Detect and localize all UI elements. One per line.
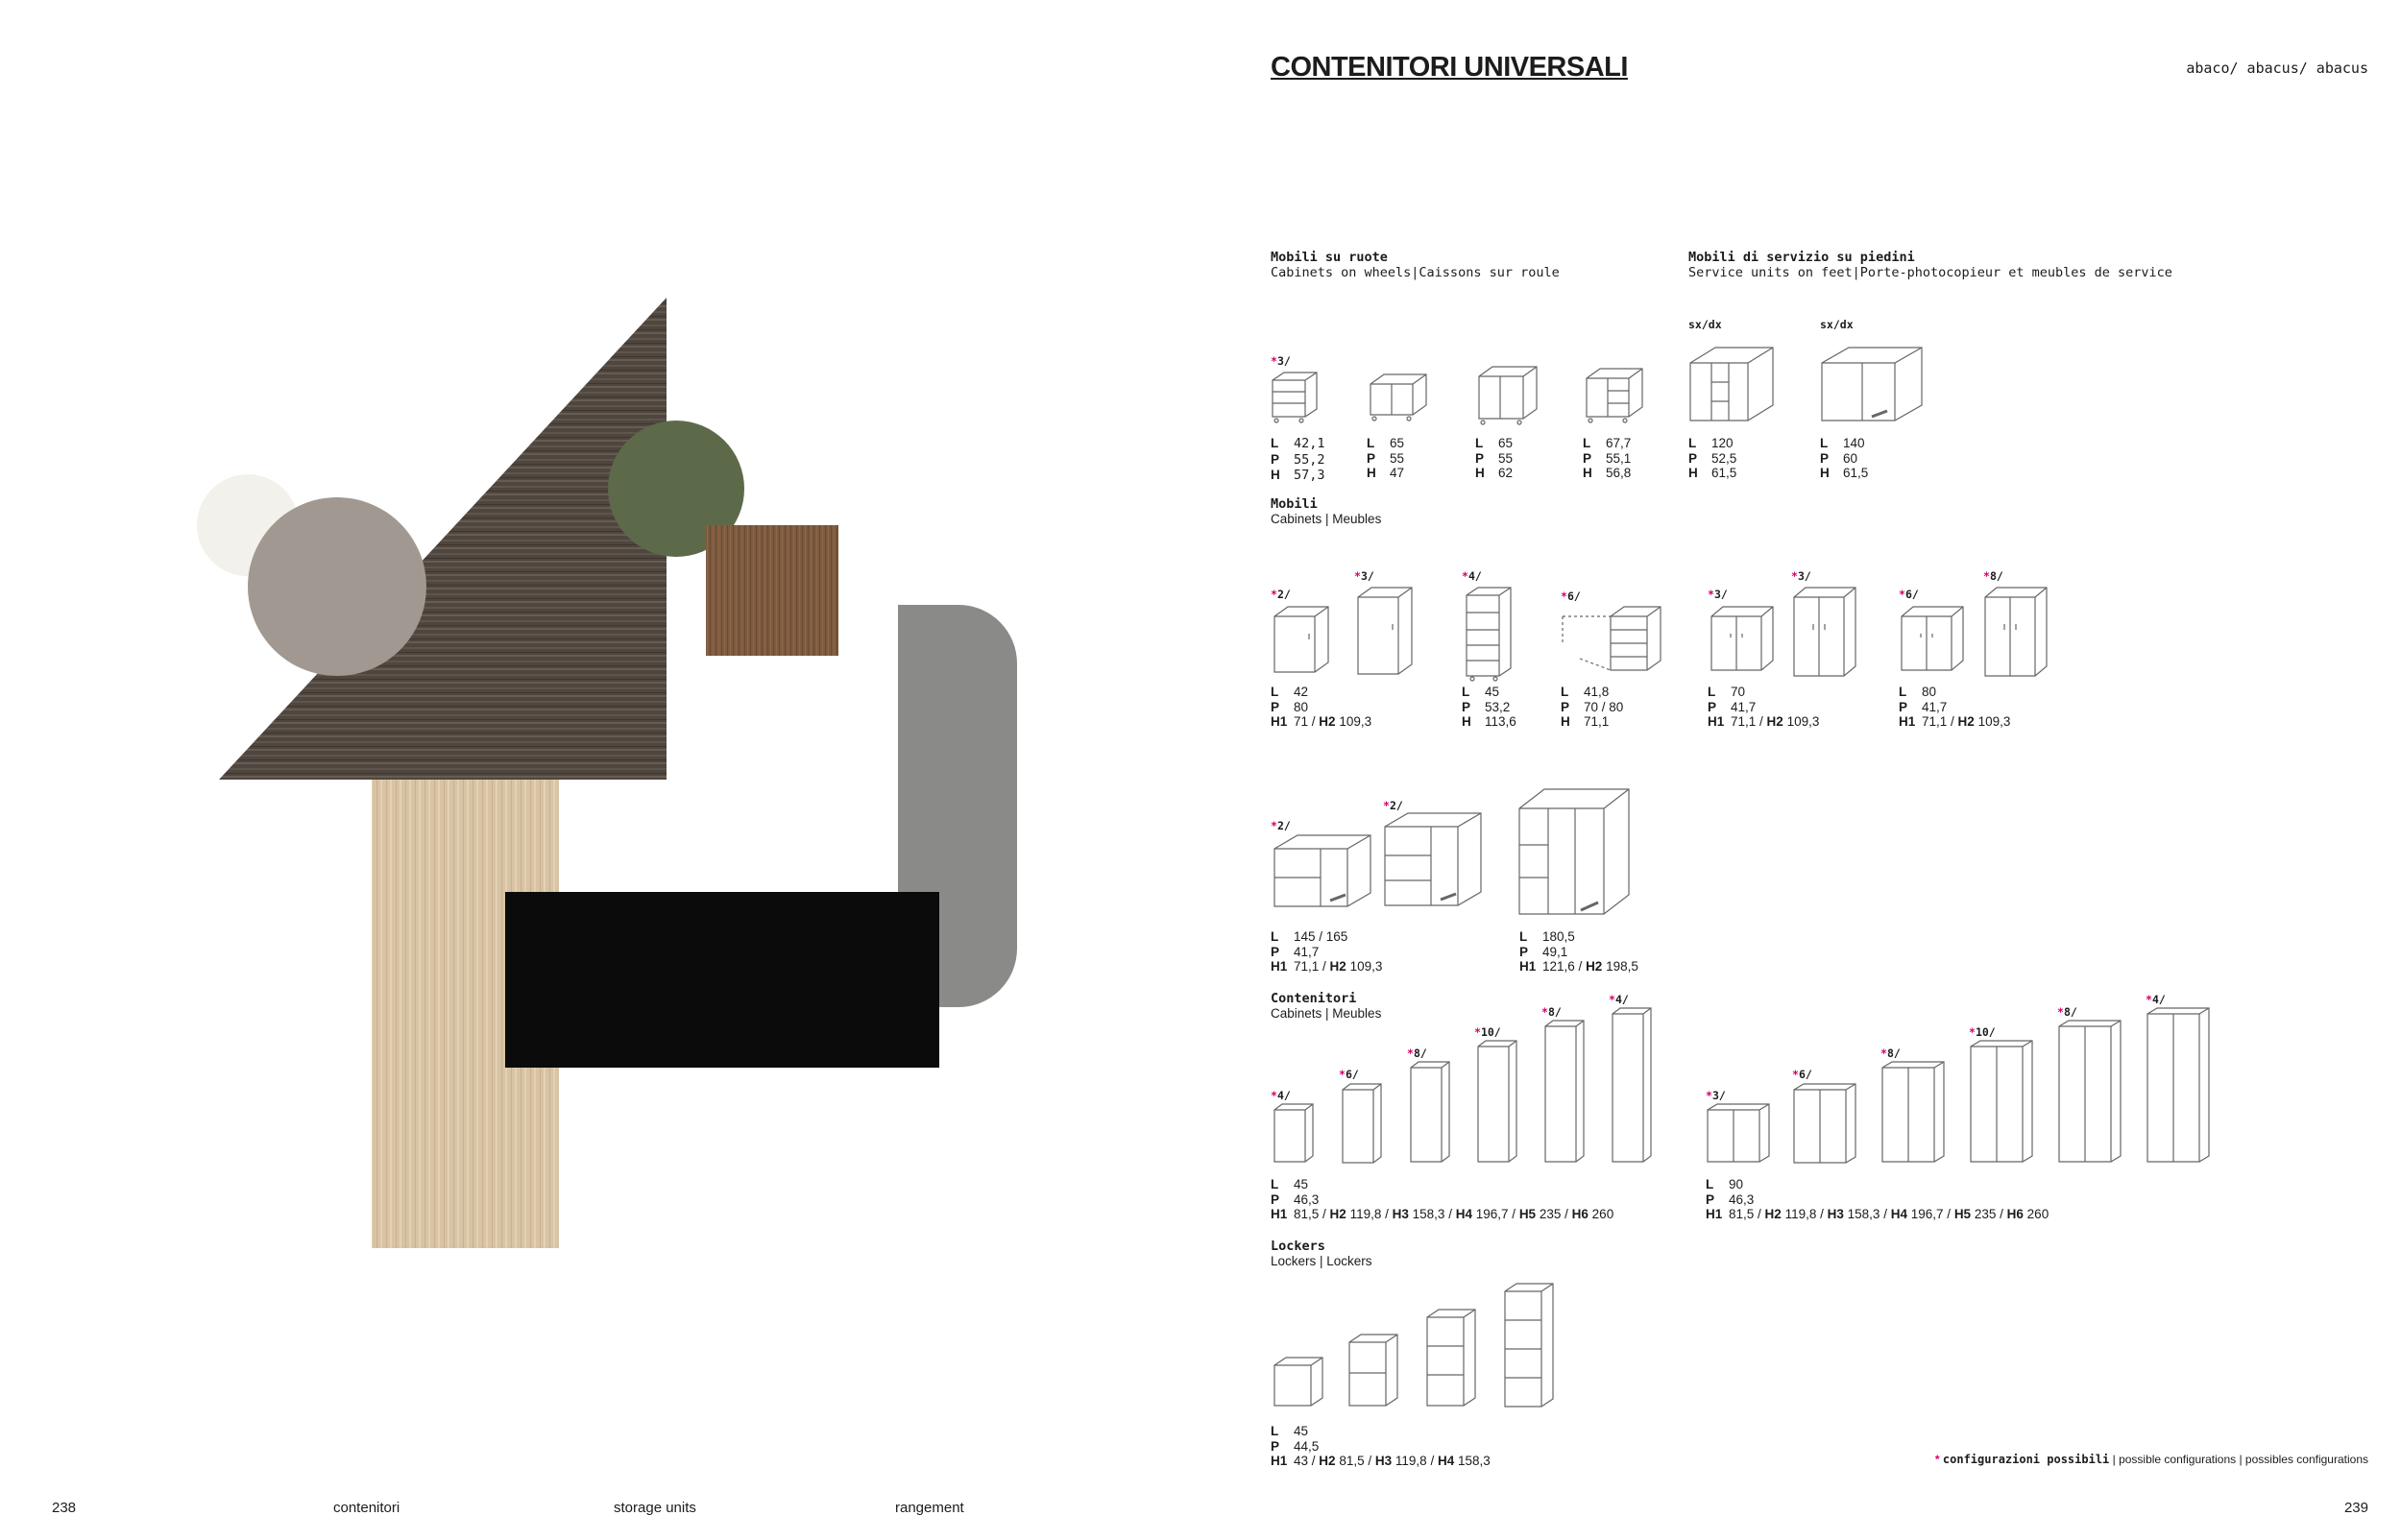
page-title: CONTENITORI UNIVERSALI	[1271, 52, 1628, 83]
locker-4-drawing	[1503, 1282, 1557, 1412]
dims-s2: L 180,5 P 49,1 H1 121,6 / H2 198,5	[1519, 929, 1638, 974]
config-badge: *2/	[1271, 819, 1291, 832]
black-swatch	[505, 892, 939, 1068]
config-badge: *8/	[2057, 1005, 2077, 1019]
config-badge: *8/	[1541, 1005, 1562, 1019]
sx-dx-label: sx/dx	[1820, 318, 1854, 331]
config-badge: *6/	[1899, 588, 1919, 601]
config-badge: *4/	[1609, 993, 1629, 1006]
locker-1-drawing	[1273, 1356, 1326, 1411]
configurations-note: * configurazioni possibili | possible configurations | possibles configurations	[1934, 1453, 2368, 1466]
dims-w4: L 67,7 P 55,1 H 56,8	[1583, 436, 1632, 480]
section-lockers-header	[1271, 1239, 1372, 1269]
config-badge: *3/	[1708, 588, 1728, 601]
drawer-tower-drawing	[1465, 586, 1515, 682]
sx-dx-label: sx/dx	[1688, 318, 1722, 331]
config-badge: *10/	[1474, 1025, 1501, 1039]
section-subtitle: Service units on feet|Porte-photocopieur et meubles de service	[1688, 265, 2172, 280]
drawer-unit-on-wheels-drawing	[1583, 365, 1646, 428]
container-90-h4-drawing	[1969, 1039, 2036, 1166]
config-badge: *4/	[1462, 569, 1482, 583]
material-collage	[0, 0, 1191, 1344]
config-badge: *3/	[1706, 1089, 1726, 1102]
config-badge: *2/	[1383, 799, 1403, 812]
mid-unit-on-wheels-drawing	[1475, 363, 1542, 430]
page-number-left: 238	[52, 1500, 77, 1516]
breadcrumb: abaco/ abacus/ abacus	[2186, 60, 2368, 77]
dims-lockers: L 45 P 44,5 H1 43 / H2 81,5 / H3 119,8 / H4 158,3	[1271, 1424, 1491, 1468]
low-cabinet-70-drawing	[1710, 605, 1777, 678]
page-number-right: 239	[2343, 1500, 2368, 1516]
section-wheels-header	[1271, 250, 1560, 280]
section-subtitle: Cabinets | Meubles	[1271, 512, 1382, 526]
container-90-h6-drawing	[2146, 1006, 2213, 1166]
config-badge: *2/	[1271, 588, 1291, 601]
tall-cabinet-70-drawing	[1792, 586, 1859, 680]
section-title: Contenitori	[1271, 991, 1357, 1006]
section-subtitle: Cabinets on wheels|Caissons sur roule	[1271, 265, 1560, 280]
container-45-h5-drawing	[1543, 1019, 1588, 1166]
dims-f1: L 120 P 52,5 H 61,5	[1688, 436, 1737, 480]
config-badge: *6/	[1339, 1068, 1359, 1081]
dims-w1: L 42,1 P 55,2 H 57,3	[1271, 436, 1325, 483]
dims-m3: L 41,8 P 70 / 80 H 71,1	[1561, 685, 1624, 729]
footer-category-it: contenitori	[333, 1500, 400, 1516]
dims-w2: L 65 P 55 H 47	[1367, 436, 1405, 480]
container-90-h5-drawing	[2057, 1019, 2124, 1166]
container-45-h1-drawing	[1273, 1102, 1317, 1166]
config-badge: *3/	[1791, 569, 1811, 583]
return-unit-drawing	[1561, 605, 1666, 678]
dims-c1: L 45 P 46,3 H1 81,5 / H2 119,8 / H3 158,3 / H4 196,7 / H5 235 / H6 260	[1271, 1177, 1614, 1221]
config-badge: *8/	[1407, 1047, 1427, 1060]
section-title: Mobili	[1271, 496, 1318, 512]
walnut-swatch	[706, 525, 838, 656]
sliding-unit-145-drawing	[1273, 833, 1374, 916]
config-badge: *10/	[1969, 1025, 1996, 1039]
container-90-h2-drawing	[1792, 1082, 1859, 1167]
container-45-h4-drawing	[1476, 1039, 1520, 1166]
dims-s1: L 145 / 165 P 41,7 H1 71,1 / H2 109,3	[1271, 929, 1383, 974]
section-title: Mobili su ruote	[1271, 250, 1388, 265]
footer-category-fr: rangement	[895, 1500, 964, 1516]
dims-w3: L 65 P 55 H 62	[1475, 436, 1514, 480]
low-unit-on-wheels-drawing	[1367, 371, 1430, 428]
dims-m2: L 45 P 53,2 H 113,6	[1462, 685, 1516, 729]
sliding-unit-165-drawing	[1383, 811, 1485, 915]
dims-m1: L 42 P 80 H1 71 / H2 109,3	[1271, 685, 1372, 729]
service-unit-140-drawing	[1820, 344, 1926, 432]
config-badge: *8/	[1880, 1047, 1901, 1060]
container-90-h3-drawing	[1880, 1060, 1948, 1166]
config-badge: *6/	[1792, 1068, 1812, 1081]
section-feet-header	[1688, 250, 2172, 280]
dims-f2: L 140 P 60 H 61,5	[1820, 436, 1869, 480]
container-45-h2-drawing	[1341, 1082, 1385, 1167]
dims-m4: L 70 P 41,7 H1 71,1 / H2 109,3	[1708, 685, 1820, 729]
low-cabinet-42-drawing	[1273, 605, 1332, 676]
section-mobili-header	[1271, 496, 1381, 527]
low-cabinet-80-drawing	[1900, 605, 1967, 678]
sliding-unit-180-drawing	[1517, 787, 1633, 922]
service-unit-120-drawing	[1688, 344, 1775, 432]
container-45-h6-drawing	[1611, 1006, 1655, 1166]
section-contenitori-header	[1271, 991, 1381, 1022]
config-badge: *6/	[1561, 590, 1581, 603]
tall-cabinet-80-drawing	[1983, 586, 2050, 680]
section-subtitle: Lockers | Lockers	[1271, 1254, 1372, 1268]
locker-2-drawing	[1347, 1333, 1401, 1411]
section-title: Lockers	[1271, 1239, 1325, 1254]
dims-c2: L 90 P 46,3 H1 81,5 / H2 119,8 / H3 158,3 / H4 196,7 / H5 235 / H6 260	[1706, 1177, 2049, 1221]
config-badge: *4/	[2146, 993, 2166, 1006]
config-badge: *4/	[1271, 1089, 1291, 1102]
section-subtitle: Cabinets | Meubles	[1271, 1006, 1382, 1021]
config-badge: *3/	[1354, 569, 1374, 583]
container-90-h1-drawing	[1706, 1102, 1773, 1166]
container-45-h3-drawing	[1409, 1060, 1453, 1166]
locker-3-drawing	[1425, 1308, 1479, 1411]
footer-category-en: storage units	[614, 1500, 696, 1516]
config-badge: *8/	[1983, 569, 2003, 583]
dims-m5: L 80 P 41,7 H1 71,1 / H2 109,3	[1899, 685, 2011, 729]
config-badge: *3/	[1271, 354, 1291, 368]
tall-cabinet-42-drawing	[1356, 586, 1416, 678]
section-title: Mobili di servizio su piedini	[1688, 250, 1915, 265]
taupe-swatch	[248, 497, 426, 676]
pedestal-on-wheels-drawing	[1271, 371, 1319, 428]
